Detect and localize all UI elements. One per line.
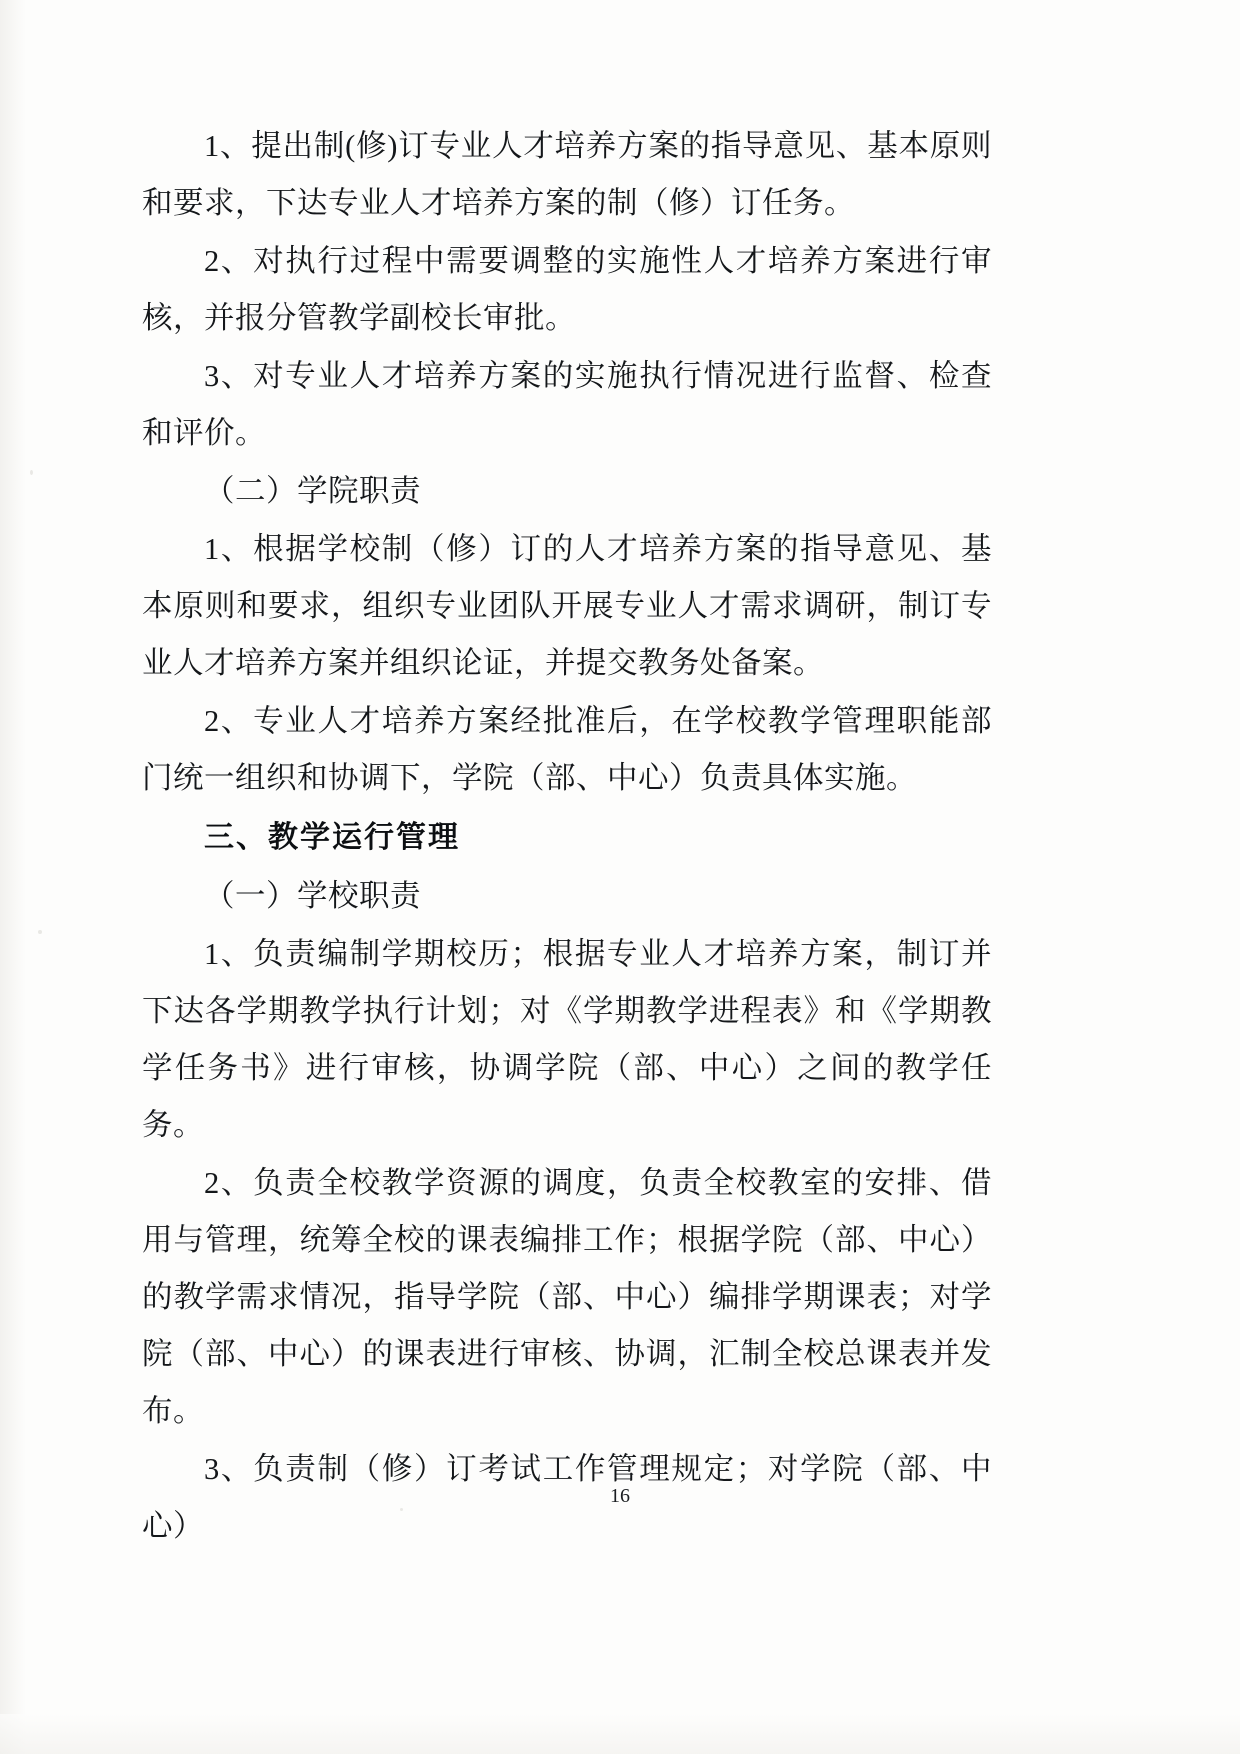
paragraph-3: 3、对专业人才培养方案的实施执行情况进行监督、检查和评价。 (142, 359, 992, 450)
paper-speck (38, 930, 42, 934)
paragraph-5: 2、专业人才培养方案经批准后，在学校教学管理职能部门统一组织和协调下，学院（部、中心）负责具体实施。 (142, 704, 992, 795)
paragraph-6: 1、负责编制学期校历；根据专业人才培养方案，制订并下达各学期教学执行计划；对《学期教学进程表》和《学期教学任务书》进行审核，协调学院（部、中心）之间的教学任务。 (142, 937, 992, 1142)
paragraph-2: 2、对执行过程中需要调整的实施性人才培养方案进行审核，并报分管教学副校长审批。 (142, 244, 992, 335)
page-edge-shading-bottom (0, 1714, 1240, 1754)
paragraph-8: 3、负责制（修）订考试工作管理规定；对学院（部、中心） (142, 1452, 992, 1543)
page-number: 16 (610, 1485, 630, 1507)
paper-speck (30, 470, 33, 475)
paragraph-section-2-2-title: （二）学院职责 (204, 474, 421, 508)
paragraph-section-3-1-title: （一）学校职责 (204, 879, 421, 913)
paragraph-1: 1、提出制(修)订专业人才培养方案的指导意见、基本原则和要求，下达专业人才培养方案的制（修）订任务。 (142, 129, 992, 220)
paragraph-7: 2、负责全校教学资源的调度，负责全校教室的安排、借用与管理，统筹全校的课表编排工作；根据学院（部、中心）的教学需求情况，指导学院（部、中心）编排学期课表；对学院（部、中心）的课表进行审核、协调，汇制全校总课表并发布。 (142, 1166, 992, 1428)
paragraph-4: 1、根据学校制（修）订的人才培养方案的指导意见、基本原则和要求，组织专业团队开展专业人才需求调研，制订专业人才培养方案并组织论证，并提交教务处备案。 (142, 532, 992, 680)
document-body (142, 118, 992, 1556)
section-heading-3: 三、教学运行管理 (204, 820, 460, 855)
